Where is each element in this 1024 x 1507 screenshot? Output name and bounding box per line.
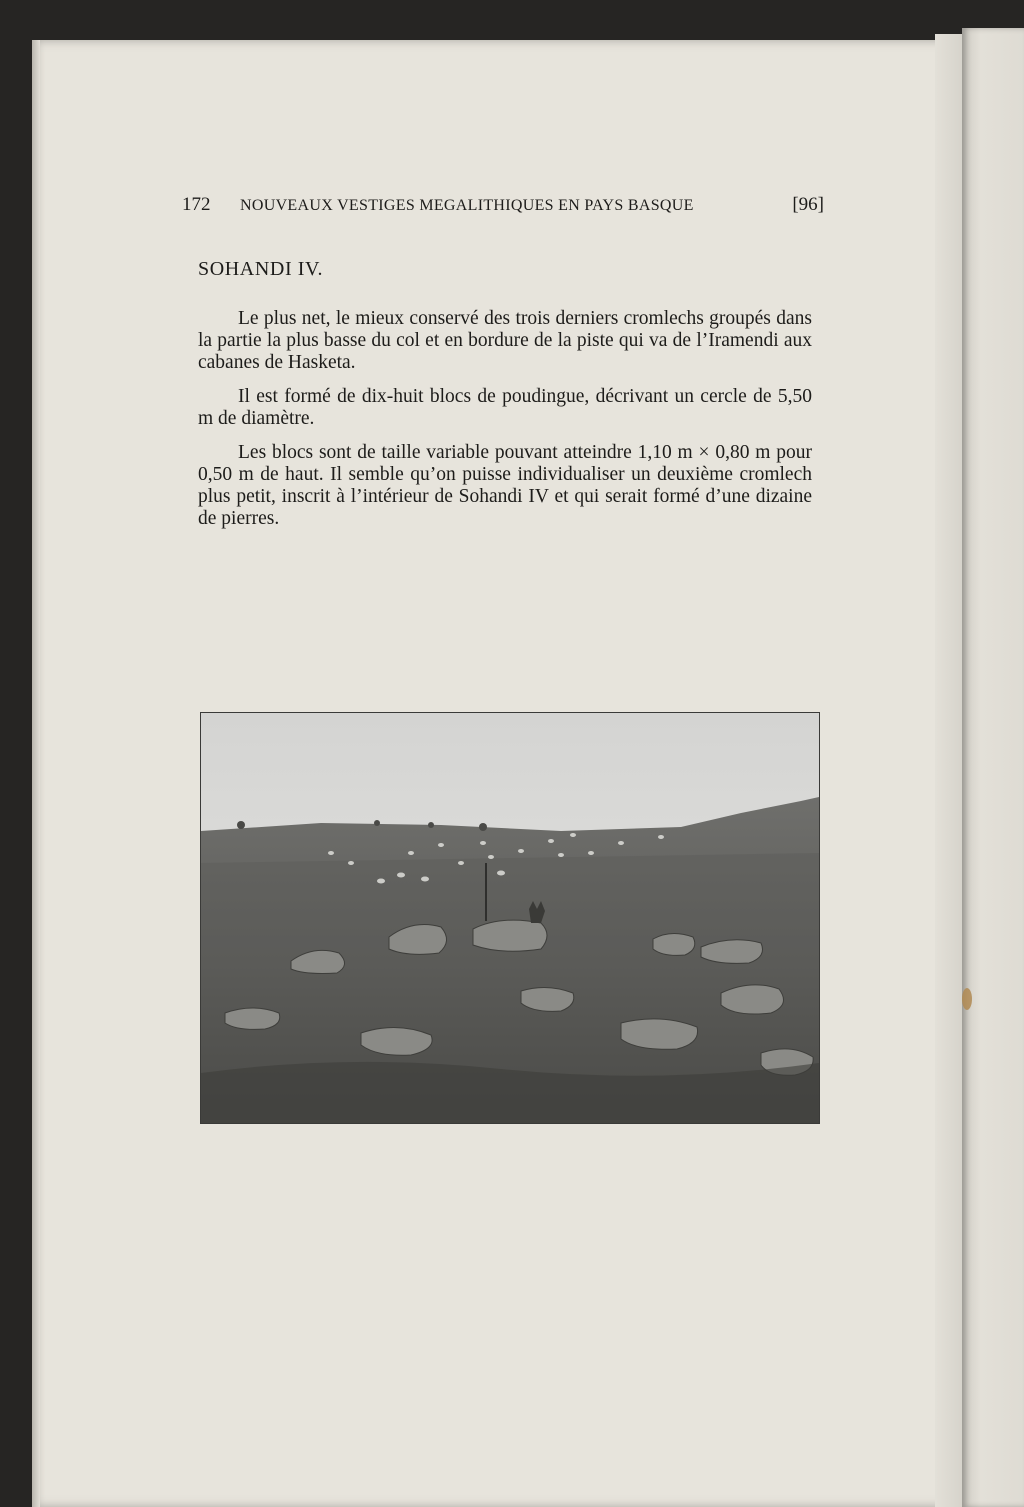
page-number: 172 — [182, 194, 211, 215]
paragraph-1: Le plus net, le mieux conservé des trois derniers cromlechs groupés dans la partie la plus basse du col et en bordure de la piste qui va de l’Iramendi aux cabanes de Hasketa. — [198, 308, 812, 373]
paper-stain — [962, 988, 972, 1010]
section-heading: SOHANDI IV. — [198, 258, 324, 280]
landscape-photograph — [200, 712, 820, 1124]
paragraph-3: Les blocs sont de taille variable pouvant atteindre 1,10 m × 0,80 m pour 0,50 m de haut. Il semble qu’on puisse individualiser un deuxième cromlech plus petit, inscrit à l’intérieur de Sohandi IV et qui serait formé d’une dizaine de pierres. — [198, 442, 812, 529]
body-text — [198, 308, 812, 542]
right-page-edge — [962, 28, 1024, 1507]
paragraph-2: Il est formé de dix-huit blocs de poudingue, décrivant un cercle de 5,50 m de diamètre. — [198, 386, 812, 429]
page-gutter — [935, 34, 963, 1507]
page-reference: [96] — [792, 194, 824, 215]
running-head — [182, 194, 824, 216]
running-title: NOUVEAUX VESTIGES MEGALITHIQUES EN PAYS BASQUE — [240, 197, 694, 214]
cromlech-photo-image — [201, 713, 819, 1123]
